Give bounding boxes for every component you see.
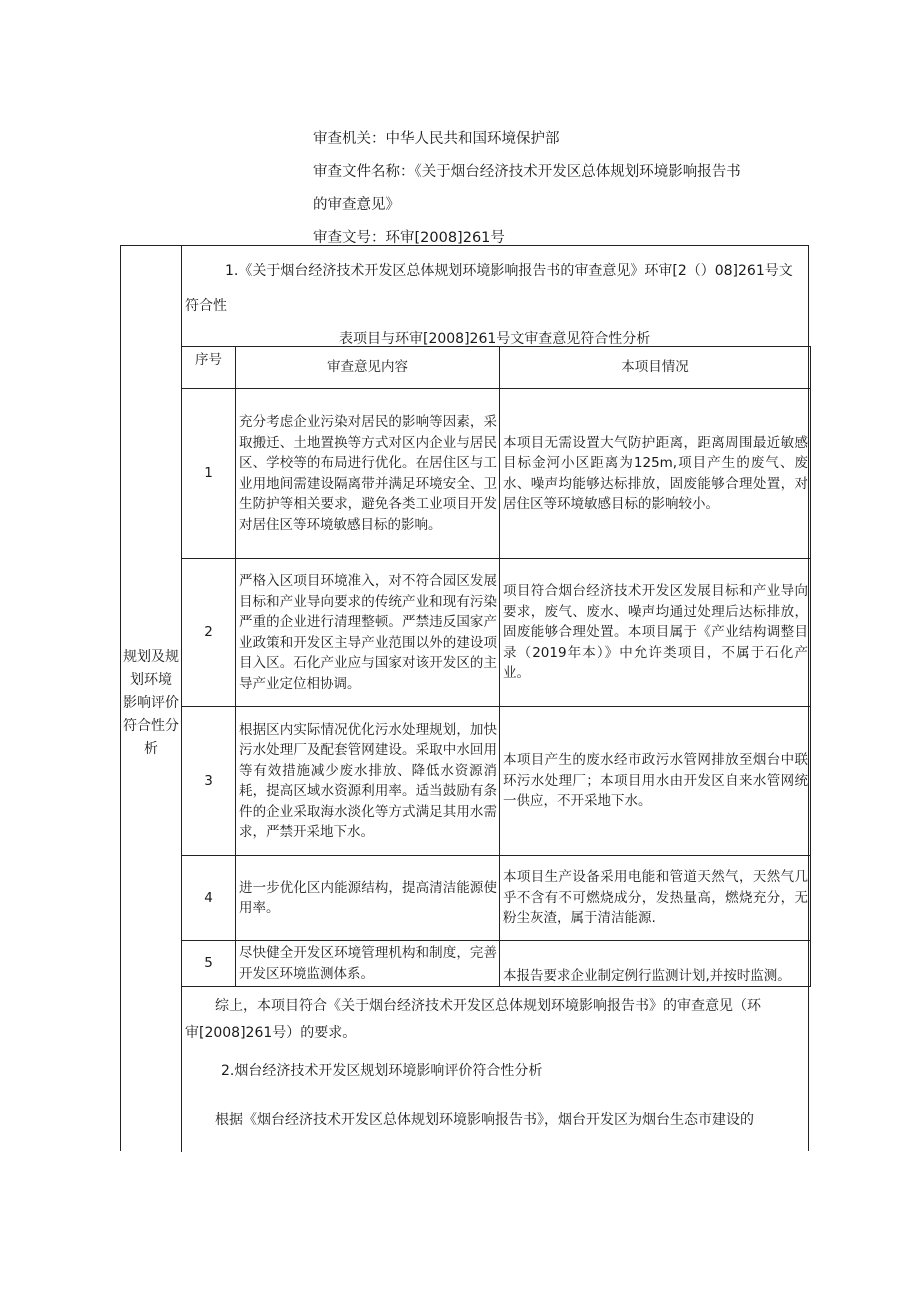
row-no: 2 — [182, 559, 236, 707]
table-header-row — [182, 347, 811, 389]
left-column-label — [121, 646, 181, 761]
summary-line2: 审[2008]261号）的要求。 — [185, 1025, 357, 1041]
table-row — [182, 856, 811, 941]
row-no: 3 — [182, 707, 236, 856]
intro-line1: 1.《关于烟台经济技术开发区总体规划环境影响报告书的审查意见》环审[2（）08]261号文 — [225, 263, 793, 279]
header-opinion: 审查意见内容 — [236, 347, 500, 389]
summary-line1: 综上，本项目符合《关于烟台经济技术开发区总体规划环境影响报告书》的审查意见（环 — [215, 998, 761, 1014]
compliance-table — [181, 346, 811, 987]
header-authority: 审查机关：中华人民共和国环境保护部 — [313, 131, 560, 147]
row-no: 5 — [182, 941, 236, 987]
row-no: 4 — [182, 856, 236, 941]
table-row — [182, 941, 811, 987]
row-situation: 项目符合烟台经济技术开发区发展目标和产业导向要求，废气、废水、噪声均通过处理后达标排放，固废能够合理处置。本项目属于《产业结构调整目录（2019年本）》中允许类项目，不属于石化产业。 — [500, 559, 811, 707]
header-doc-number: 审查文号：环审[2008]261号 — [313, 230, 505, 246]
row-opinion: 进一步优化区内能源结构，提高清洁能源使用率。 — [236, 856, 500, 941]
header-no: 序号 — [182, 347, 236, 389]
left-label-line: 符合性分 — [123, 718, 179, 734]
header-doc-name-line2: 的审查意见》 — [313, 197, 400, 213]
left-label-line: 规划及规 — [123, 649, 179, 665]
header-doc-name-line1: 审查文件名称：《关于烟台经济技术开发区总体规划环境影响报告书 — [313, 164, 741, 180]
left-label-line: 影响评价 — [123, 695, 179, 711]
row-opinion: 严格入区项目环境准入，对不符合园区发展目标和产业导向要求的传统产业和现有污染严重的企业进行清理整顿。严禁违反国家产业政策和开发区主导产业范围以外的建设项目入区。石化产业应与国家对该开发区的主导产业定位相协调。 — [236, 559, 500, 707]
analysis-frame — [120, 245, 809, 1151]
row-opinion: 充分考虑企业污染对居民的影响等因素，采取搬迁、土地置换等方式对区内企业与居民区、学校等的布局进行优化。在居住区与工业用地间需建设隔离带并满足环境安全、卫生防护等相关要求，避免各类工业项目开发对居住区等环境敏感目标的影响。 — [236, 389, 500, 559]
left-label-line: 析 — [144, 741, 158, 757]
row-no: 1 — [182, 389, 236, 559]
table-row — [182, 389, 811, 559]
section2-title: 2.烟台经济技术开发区规划环境影响评价符合性分析 — [221, 1063, 543, 1079]
left-label-line: 划环境 — [130, 672, 172, 688]
left-column — [121, 246, 182, 1152]
table-caption: 表项目与环审[2008]261号文审查意见符合性分析 — [339, 331, 651, 347]
header-situation: 本项目情况 — [500, 347, 811, 389]
table-row — [182, 559, 811, 707]
row-situation: 本项目产生的废水经市政污水管网排放至烟台中联环污水处理厂；本项目用水由开发区自来水管网统一供应，不开采地下水。 — [500, 707, 811, 856]
row-situation: 本项目生产设备采用电能和管道天然气，天然气几乎不含有不可燃烧成分，发热量高，燃烧充分，无粉尘灰渣，属于清洁能源. — [500, 856, 811, 941]
row-situation: 本项目无需设置大气防护距离，距离周围最近敏感目标金河小区距离为125m,项目产生的废气、废水、噪声均能够达标排放，固废能够合理处置，对居住区等环境敏感目标的影响较小。 — [500, 389, 811, 559]
intro-line2: 符合性 — [185, 298, 227, 314]
table-row — [182, 707, 811, 856]
row-opinion: 根据区内实际情况优化污水处理规划，加快污水处理厂及配套管网建设。采取中水回用等有效措施减少废水排放、降低水资源消耗，提高区域水资源利用率。适当鼓励有条件的企业采取海水淡化等方式满足其用水需求，严禁开采地下水。 — [236, 707, 500, 856]
row-opinion: 尽快健全开发区环境管理机构和制度，完善开发区环境监测体系。 — [236, 941, 500, 987]
section2-paragraph: 根据《烟台经济技术开发区总体规划环境影响报告书》，烟台开发区为烟台生态市建设的 — [215, 1112, 754, 1128]
row-situation: 本报告要求企业制定例行监测计划,并按时监测。 — [500, 941, 811, 987]
